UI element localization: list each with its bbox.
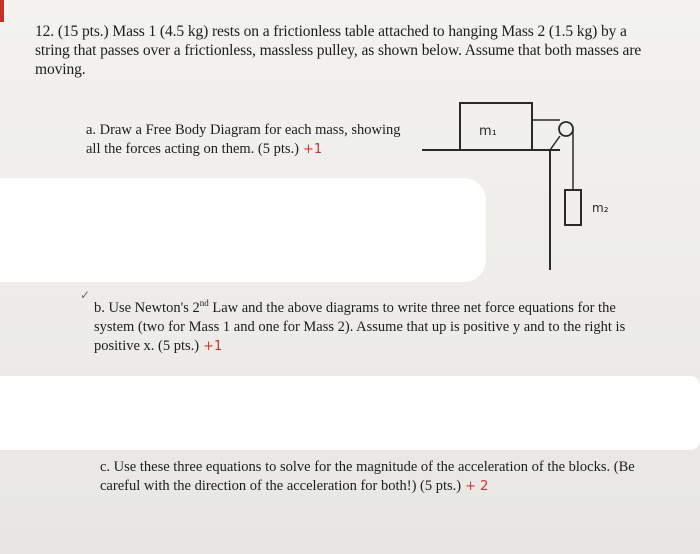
part-a-text: a. Draw a Free Body Diagram for each mass, showing all the forces acting on them. (5 pts.) (86, 122, 401, 157)
part-c-prompt (100, 458, 660, 496)
redacted-answer-area-b (0, 376, 700, 450)
mass-1-label: m₁ (479, 124, 497, 139)
red-corner-mark (0, 0, 4, 22)
check-mark: ✓ (80, 288, 91, 302)
part-c-text: c. Use these three equations to solve for the magnitude of the acceleration of the blocks. (Be careful with the direction of the acceleration for both!) (5 pts.) (100, 459, 635, 494)
question-header: 12. (15 pts.) Mass 1 (4.5 kg) rests on a frictionless table attached to hanging Mass 2 (1.5 kg) by a string that passes over a frictionless, massless pulley, as shown below. Assume that both masses are moving. (35, 23, 642, 78)
part-b-text-start: b. Use Newton's 2 (94, 299, 200, 316)
pulley-bracket (550, 136, 560, 150)
part-a-prompt (86, 121, 416, 159)
part-a-grade: +1 (303, 142, 323, 157)
mass-2-block (565, 190, 581, 225)
part-b-text-end: Law and the above diagrams to write three net force equations for the system (two for Mass 1 and one for Mass 2). Assume that up is positive y and to the right is positive x. (5 pts.) (94, 299, 626, 354)
part-c-grade: + 2 (465, 479, 489, 494)
part-b-grade: +1 (203, 338, 223, 354)
redacted-answer-area-a (0, 178, 486, 282)
pulley-wheel (559, 122, 573, 136)
part-b-prompt (94, 294, 654, 356)
mass-2-label: m₂ (592, 201, 609, 215)
part-b-superscript: nd (199, 298, 209, 308)
